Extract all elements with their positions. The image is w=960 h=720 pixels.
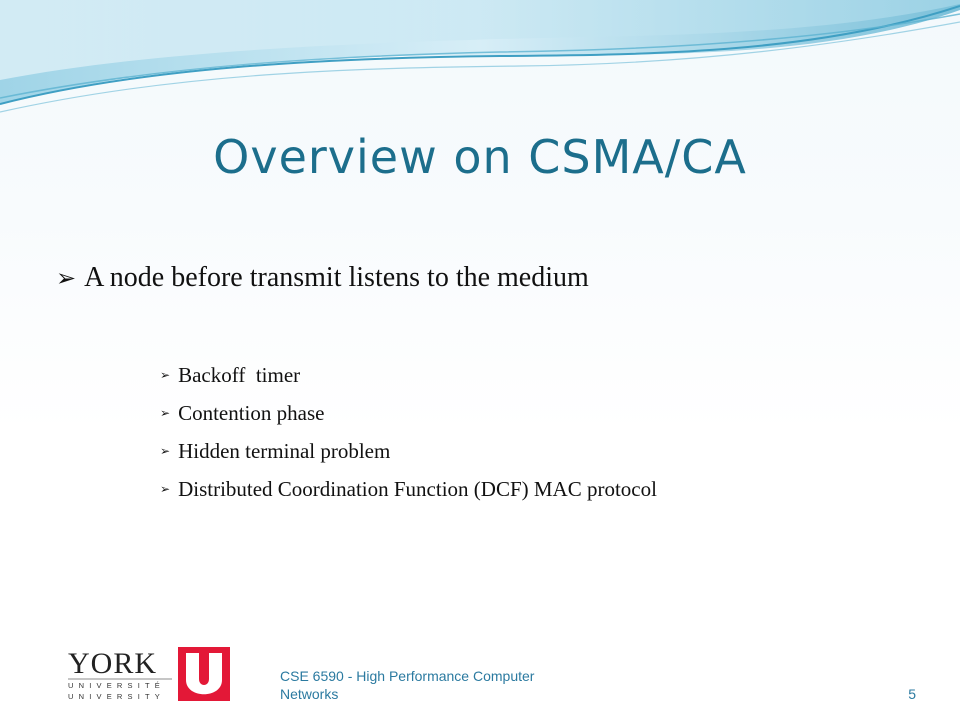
page-number: 5: [908, 686, 916, 702]
list-item: [160, 434, 657, 472]
logo-line-english: UNIVERSITY: [68, 692, 166, 701]
york-university-logo: [66, 645, 232, 705]
arrow-bullet-icon: ➢: [56, 264, 77, 292]
header-wave-decoration: [0, 0, 960, 120]
main-bullet-text: A node before transmit listens to the medium: [84, 262, 589, 293]
sub-bullet-text: Contention phase: [178, 401, 325, 425]
main-bullet: [56, 262, 589, 294]
sub-bullet-text: Backoff timer: [178, 363, 301, 387]
logo-line-french: UNIVERSITÉ: [68, 681, 166, 690]
sub-bullet-text: Hidden terminal problem: [178, 439, 391, 463]
list-item: [160, 472, 657, 510]
list-item: [160, 396, 657, 434]
arrow-bullet-icon: ➢: [160, 482, 171, 496]
arrow-bullet-icon: ➢: [160, 406, 171, 420]
sub-bullet-text: Distributed Coordination Function (DCF) MAC protocol: [178, 477, 657, 501]
arrow-bullet-icon: ➢: [160, 444, 171, 458]
logo-wordmark: YORK: [68, 647, 158, 680]
sub-bullet-list: [160, 358, 657, 510]
footer-course-line-2: Networks: [280, 686, 339, 702]
footer-course-line-1: CSE 6590 - High Performance Computer: [280, 668, 535, 684]
arrow-bullet-icon: ➢: [160, 368, 171, 382]
list-item: [160, 358, 657, 396]
footer-course-name: [280, 667, 600, 703]
slide-title: Overview on CSMA/CA: [213, 130, 747, 184]
